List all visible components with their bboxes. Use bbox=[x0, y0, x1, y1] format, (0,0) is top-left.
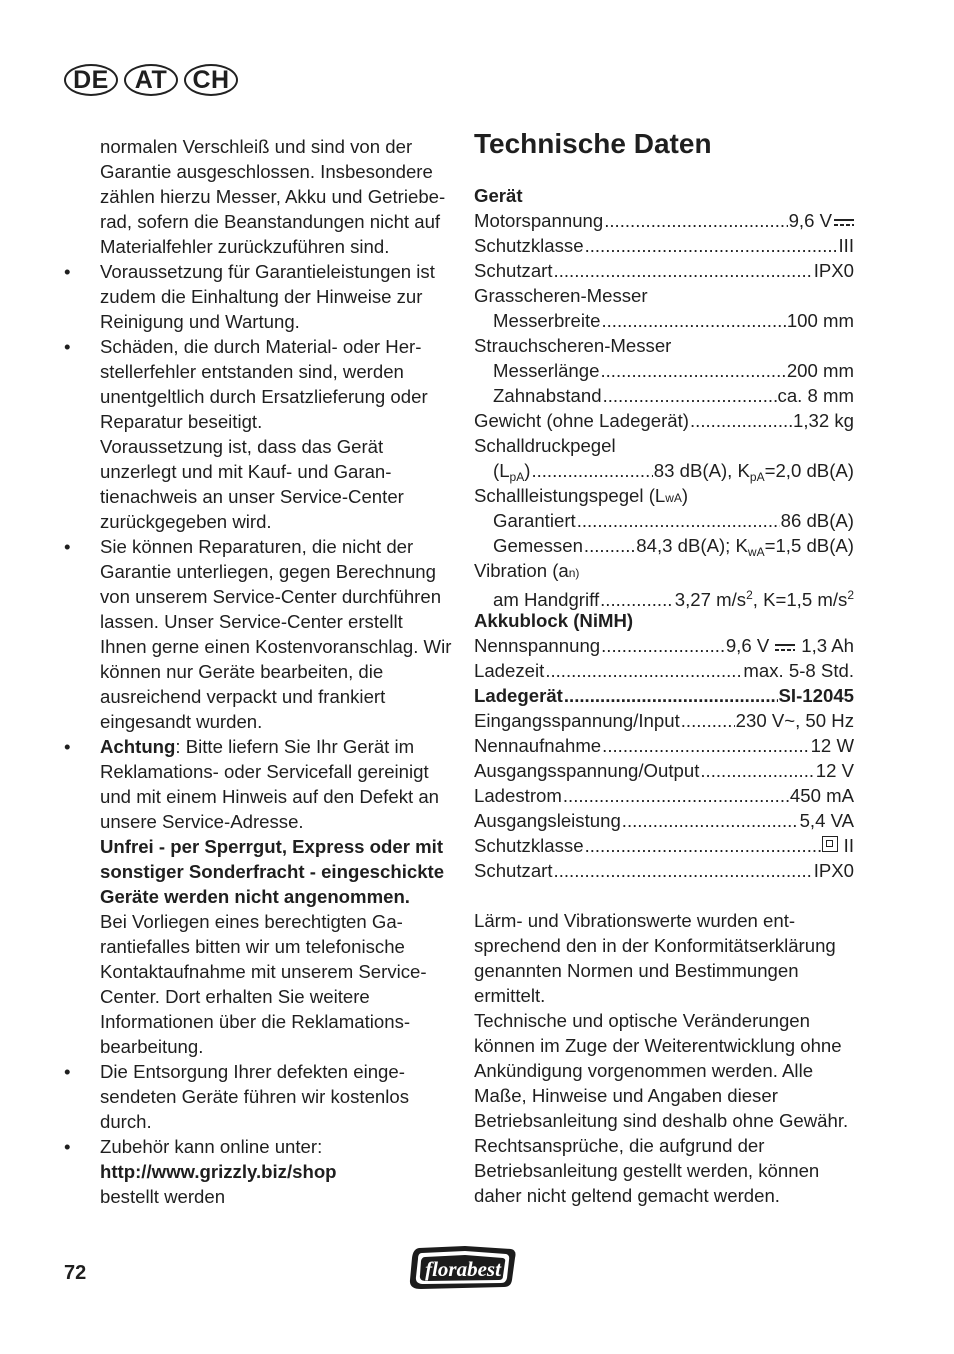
spec-label: Schutzart bbox=[474, 260, 553, 281]
spec-value: 12 W bbox=[810, 735, 854, 756]
noise-note: Lärm- und Vibrationswerte wurden entsprechend den in der Konformitätserklärung genannten Normen und Bestimmungen ermittelt. bbox=[474, 910, 836, 1006]
florabest-logo bbox=[405, 1246, 519, 1290]
spec-row bbox=[474, 583, 854, 608]
bullet-disposal: • Die Entsorgung Ihrer defekten eingesendeten Geräte führen wir kostenlos durch. bbox=[64, 1059, 454, 1134]
spec-group: Schalldruckpegel bbox=[474, 435, 616, 456]
dc-symbol-icon bbox=[834, 218, 854, 227]
warranty-contact: Bei Vorliegen eines berechtigten Garantiefalles bitten wir um telefonische Kontaktaufnahme mit unserem Service-Center. Dort erhalten Sie weitere Informationen über die Reklamationsbearbeitung. bbox=[100, 911, 427, 1057]
spec-label: Zahnabstand bbox=[493, 385, 602, 406]
spec-label: Garantiert bbox=[493, 510, 576, 531]
spec-group: Strauchscheren-Messer bbox=[474, 335, 672, 356]
spec-label: Ladezeit bbox=[474, 660, 545, 681]
spec-value: 83 dB(A), $K_{pA}=2,0$ dB(A) bbox=[653, 460, 854, 484]
spec-value: 1,32 kg bbox=[793, 410, 854, 431]
spec-row bbox=[474, 833, 854, 858]
spec-label: am Handgriff bbox=[493, 589, 600, 610]
spec-label: Motorspannung bbox=[474, 210, 604, 231]
bullet-attention bbox=[64, 734, 454, 834]
bullet-repairs: • Sie können Reparaturen, die nicht der Garantie unterliegen, gegen Berechnung von unserem Service-Center durchführen lassen. Unser Service-Center erstellt Ihnen gerne einen Kostenvoranschlag. Wir können nur Geräte bearbeiten, die ausreichend verpackt und frankiert eingesandt wurden. bbox=[64, 534, 454, 734]
spec-row bbox=[474, 408, 854, 433]
spec-value: 86 dB(A) bbox=[780, 510, 854, 531]
spec-value: IPX0 bbox=[813, 260, 854, 281]
spec-row bbox=[474, 208, 854, 233]
bullet-accessories: • Zubehör kann online unter: bbox=[64, 1134, 454, 1159]
spec-group: Grasscheren-Messer bbox=[474, 285, 648, 306]
spec-label: Ausgangsleistung bbox=[474, 810, 621, 831]
spec-row bbox=[474, 808, 854, 833]
spec-row bbox=[474, 658, 854, 683]
spec-value: SI-12045 bbox=[778, 685, 854, 706]
spec-label: Ausgangsspannung/Output bbox=[474, 760, 700, 781]
section-battery: Akkublock (NiMH) bbox=[474, 610, 634, 631]
freight-warning: Unfrei - per Sperrgut, Express oder mit sonstiger Sonderfracht - eingeschickte Geräte werden nicht angenommen. bbox=[100, 836, 445, 907]
spec-label: Nennspannung bbox=[474, 635, 601, 656]
spec-label: Gemessen bbox=[493, 535, 583, 556]
spec-value: 230 V~, 50 Hz bbox=[735, 710, 854, 731]
spec-label: Ladegerät bbox=[474, 685, 563, 706]
spec-row bbox=[474, 533, 854, 558]
spec-row bbox=[474, 783, 854, 808]
spec-row bbox=[474, 258, 854, 283]
spec-label: Schutzklasse bbox=[474, 835, 584, 856]
spec-row bbox=[474, 758, 854, 783]
warranty-column bbox=[64, 134, 454, 1209]
spec-label: Schutzklasse bbox=[474, 235, 584, 256]
spec-row bbox=[474, 308, 854, 333]
spec-row bbox=[474, 383, 854, 408]
spec-value: 9,6 V bbox=[788, 210, 832, 231]
section-device: Gerät bbox=[474, 185, 523, 206]
shop-link[interactable]: http://www.grizzly.biz/shop bbox=[100, 1161, 337, 1182]
spec-group: Vibration (a n) bbox=[474, 560, 580, 581]
spec-value: 9,6 V bbox=[725, 635, 770, 656]
dc-symbol-icon bbox=[775, 643, 795, 652]
spec-value: 3,27 $m/s^2$, K=1,5 $m/s^2$ bbox=[674, 588, 854, 610]
country-badges bbox=[64, 64, 238, 96]
spec-label: Schutzart bbox=[474, 860, 553, 881]
bullet-defects-cont: Voraussetzung ist, dass das Gerät unzerlegt und mit Kauf- und Garantienachweis an unser Service-Center zurückgegeben wird. bbox=[100, 436, 404, 532]
spec-value: 5,4 VA bbox=[799, 810, 854, 831]
spec-label: $(L_{pA})$ bbox=[493, 460, 531, 484]
spec-value: 84,3 dB(A); $K_{wA}=1,5$ dB(A) bbox=[636, 535, 854, 559]
spec-value: 200 mm bbox=[786, 360, 854, 381]
spec-group: Schallleistungspegel (L wA ) bbox=[474, 485, 689, 506]
spec-value: III bbox=[838, 235, 854, 256]
badge-at: AT bbox=[124, 64, 178, 96]
accessories-end: bestellt werden bbox=[100, 1186, 226, 1207]
spec-label: Nennaufnahme bbox=[474, 735, 602, 756]
badge-de: DE bbox=[64, 64, 118, 96]
bullet-defects: • Schäden, die durch Material- oder Herstellerfehler entstanden sind, werden unentgeltlich durch Ersatzlieferung oder Reparatur beseitigt. bbox=[64, 334, 454, 434]
spec-row bbox=[474, 508, 854, 533]
spec-row bbox=[474, 858, 854, 883]
spec-label: Gewicht (ohne Ladegerät) bbox=[474, 410, 689, 431]
spec-value: IPX0 bbox=[813, 860, 854, 881]
protection-class-ii-icon bbox=[822, 836, 838, 852]
spec-value: ca. 8 mm bbox=[777, 385, 854, 406]
spec-row bbox=[474, 458, 854, 483]
spec-label: Messerlänge bbox=[493, 360, 600, 381]
attention-text: : Bitte liefern Sie Ihr Gerät im Reklamations- oder Servicefall gereinigt und mit einem Hinweis auf den Defekt an unsere Service-Adresse. bbox=[100, 736, 439, 832]
tech-data-column bbox=[474, 124, 854, 1208]
bullet-maintenance: • Voraussetzung für Garantieleistungen ist zudem die Einhaltung der Hinweise zur Reinigung und Wartung. bbox=[64, 259, 454, 334]
spec-value: 450 mA bbox=[789, 785, 854, 806]
page-title: Technische Daten bbox=[474, 128, 712, 159]
spec-row bbox=[474, 633, 854, 658]
spec-row bbox=[474, 358, 854, 383]
page-number: 72 bbox=[64, 1262, 87, 1284]
spec-label: Messerbreite bbox=[493, 310, 601, 331]
spec-label: Eingangsspannung/Input bbox=[474, 710, 680, 731]
spec-row bbox=[474, 733, 854, 758]
spec-row bbox=[474, 233, 854, 258]
spec-value: 100 mm bbox=[786, 310, 854, 331]
spec-value: 1,3 Ah bbox=[801, 635, 854, 656]
intro-text: normalen Verschleiß und sind von der Garantie ausgeschlossen. Insbesondere zählen hierzu Messer, Akku und Getrieberad, sofern die Beanstandungen nicht auf Materialfehler zurückzuführen sind. bbox=[100, 136, 446, 257]
spec-value: max. 5-8 Std. bbox=[743, 660, 854, 681]
spec-value: 12 V bbox=[815, 760, 854, 781]
spec-row bbox=[474, 708, 854, 733]
svg-text:florabest: florabest bbox=[425, 1257, 501, 1281]
badge-ch: CH bbox=[184, 64, 238, 96]
spec-value: II bbox=[843, 835, 854, 856]
spec-row-charger bbox=[474, 683, 854, 708]
attention-label: Achtung bbox=[100, 736, 176, 757]
disclaimer: Technische und optische Veränderungen können im Zuge der Weiterentwicklung ohne Ankündigung vorgenommen werden. Alle Maße, Hinweise und Angaben dieser Betriebsanleitung sind deshalb ohne Gewähr. Rechtsansprüche, die aufgrund der Betriebsanleitung gestellt werden, können daher nicht geltend gemacht werden. bbox=[474, 1010, 849, 1206]
spec-label: Ladestrom bbox=[474, 785, 562, 806]
